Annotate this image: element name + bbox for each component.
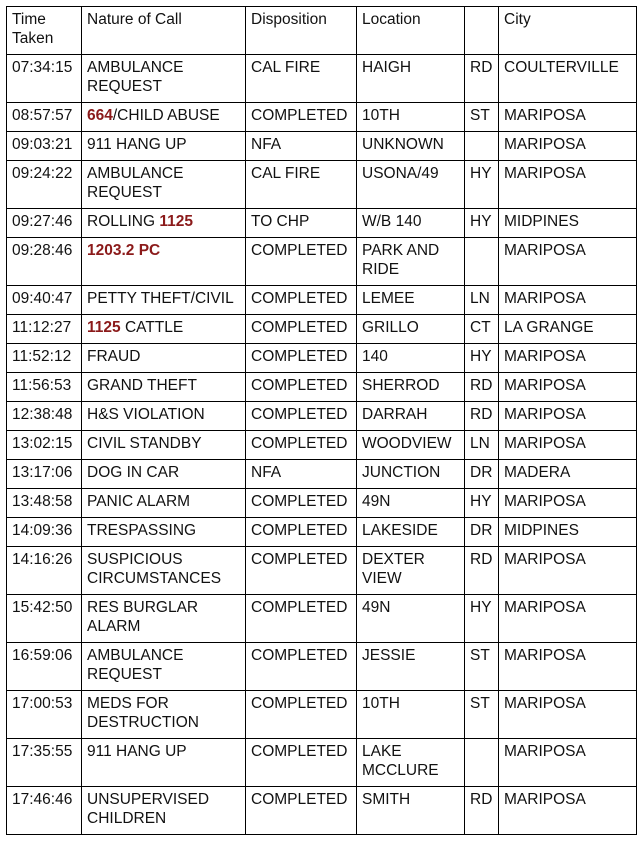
- cell-city: MARIPOSA: [499, 103, 637, 132]
- table-row: [7, 132, 637, 161]
- table-row: [7, 547, 637, 595]
- cell-city: MARIPOSA: [499, 373, 637, 402]
- table-row: [7, 460, 637, 489]
- nature-text: 911 HANG UP: [87, 743, 187, 760]
- cell-nature: [82, 489, 246, 518]
- table-row: [7, 595, 637, 643]
- cell-disposition: COMPLETED: [246, 547, 357, 595]
- nature-text: TRESPASSING: [87, 522, 197, 539]
- cell-nature: [82, 691, 246, 739]
- cell-location: 10TH: [357, 691, 465, 739]
- cell-city: MARIPOSA: [499, 787, 637, 835]
- cell-nature: [82, 402, 246, 431]
- code-highlight: 1203.2 PC: [87, 242, 161, 259]
- table-row: [7, 739, 637, 787]
- nature-text: PANIC ALARM: [87, 493, 191, 510]
- nature-text: CATTLE: [120, 319, 184, 336]
- cell-disposition: COMPLETED: [246, 286, 357, 315]
- cell-time: 12:38:48: [7, 402, 82, 431]
- cell-city: MADERA: [499, 460, 637, 489]
- cell-location: 49N: [357, 595, 465, 643]
- cell-disposition: NFA: [246, 460, 357, 489]
- column-header-location: Location: [357, 7, 465, 55]
- cell-city: MARIPOSA: [499, 643, 637, 691]
- nature-text: UNSUPERVISED CHILDREN: [87, 791, 210, 827]
- nature-text: H&S VIOLATION: [87, 406, 205, 423]
- nature-text: GRAND THEFT: [87, 377, 197, 394]
- cell-nature: [82, 161, 246, 209]
- cell-suffix: HY: [465, 344, 499, 373]
- code-highlight: 1125: [159, 213, 193, 230]
- cell-suffix: CT: [465, 315, 499, 344]
- cell-time: 13:48:58: [7, 489, 82, 518]
- cell-nature: [82, 595, 246, 643]
- nature-text: AMBULANCE REQUEST: [87, 165, 184, 201]
- cell-nature: [82, 518, 246, 547]
- cell-city: MARIPOSA: [499, 489, 637, 518]
- cell-suffix: ST: [465, 643, 499, 691]
- cell-disposition: COMPLETED: [246, 344, 357, 373]
- cell-time: 17:35:55: [7, 739, 82, 787]
- table-row: [7, 286, 637, 315]
- cell-disposition: COMPLETED: [246, 431, 357, 460]
- cell-nature: [82, 787, 246, 835]
- cell-city: MARIPOSA: [499, 739, 637, 787]
- nature-text: MEDS FOR DESTRUCTION: [87, 695, 199, 731]
- cell-city: MARIPOSA: [499, 286, 637, 315]
- cell-city: MARIPOSA: [499, 238, 637, 286]
- cell-suffix: HY: [465, 489, 499, 518]
- cell-suffix: [465, 238, 499, 286]
- cell-time: 09:27:46: [7, 209, 82, 238]
- cell-disposition: COMPLETED: [246, 103, 357, 132]
- cell-nature: [82, 643, 246, 691]
- cell-location: USONA/49: [357, 161, 465, 209]
- cell-disposition: COMPLETED: [246, 787, 357, 835]
- call-log-body: [7, 55, 637, 835]
- table-row: [7, 431, 637, 460]
- nature-text: PETTY THEFT/CIVIL: [87, 290, 234, 307]
- cell-nature: [82, 373, 246, 402]
- table-row: [7, 691, 637, 739]
- column-header-suffix: [465, 7, 499, 55]
- cell-location: DEXTER VIEW: [357, 547, 465, 595]
- nature-text: RES BURGLAR ALARM: [87, 599, 199, 635]
- nature-text: 911 HANG UP: [87, 136, 187, 153]
- cell-suffix: RD: [465, 373, 499, 402]
- call-log-table: [6, 6, 637, 835]
- cell-nature: [82, 315, 246, 344]
- cell-time: 17:46:46: [7, 787, 82, 835]
- cell-city: MARIPOSA: [499, 547, 637, 595]
- cell-location: PARK AND RIDE: [357, 238, 465, 286]
- nature-text: FRAUD: [87, 348, 141, 365]
- cell-suffix: RD: [465, 787, 499, 835]
- cell-suffix: ST: [465, 691, 499, 739]
- cell-nature: [82, 103, 246, 132]
- table-row: [7, 787, 637, 835]
- cell-time: 09:03:21: [7, 132, 82, 161]
- cell-disposition: COMPLETED: [246, 238, 357, 286]
- cell-nature: [82, 460, 246, 489]
- cell-city: LA GRANGE: [499, 315, 637, 344]
- cell-disposition: COMPLETED: [246, 489, 357, 518]
- cell-city: MIDPINES: [499, 518, 637, 547]
- nature-text: ROLLING: [87, 213, 160, 230]
- table-row: [7, 55, 637, 103]
- table-row: [7, 238, 637, 286]
- cell-location: 10TH: [357, 103, 465, 132]
- cell-location: SMITH: [357, 787, 465, 835]
- table-row: [7, 103, 637, 132]
- cell-location: GRILLO: [357, 315, 465, 344]
- cell-time: 17:00:53: [7, 691, 82, 739]
- cell-suffix: RD: [465, 55, 499, 103]
- cell-location: 140: [357, 344, 465, 373]
- cell-time: 16:59:06: [7, 643, 82, 691]
- cell-disposition: CAL FIRE: [246, 161, 357, 209]
- column-header-city: City: [499, 7, 637, 55]
- cell-disposition: COMPLETED: [246, 402, 357, 431]
- cell-time: 15:42:50: [7, 595, 82, 643]
- cell-suffix: DR: [465, 460, 499, 489]
- cell-time: 08:57:57: [7, 103, 82, 132]
- cell-suffix: [465, 739, 499, 787]
- cell-location: LEMEE: [357, 286, 465, 315]
- column-header-time: Time Taken: [7, 7, 82, 55]
- table-row: [7, 209, 637, 238]
- cell-city: MARIPOSA: [499, 344, 637, 373]
- cell-time: 13:02:15: [7, 431, 82, 460]
- cell-disposition: COMPLETED: [246, 691, 357, 739]
- column-header-nature: Nature of Call: [82, 7, 246, 55]
- cell-time: 14:16:26: [7, 547, 82, 595]
- cell-city: MARIPOSA: [499, 402, 637, 431]
- cell-location: SHERROD: [357, 373, 465, 402]
- cell-suffix: ST: [465, 103, 499, 132]
- cell-city: MARIPOSA: [499, 132, 637, 161]
- cell-time: 09:40:47: [7, 286, 82, 315]
- table-row: [7, 161, 637, 209]
- cell-location: HAIGH: [357, 55, 465, 103]
- cell-suffix: HY: [465, 595, 499, 643]
- cell-suffix: RD: [465, 547, 499, 595]
- nature-text: AMBULANCE REQUEST: [87, 647, 184, 683]
- table-row: [7, 315, 637, 344]
- table-row: [7, 518, 637, 547]
- cell-city: MARIPOSA: [499, 691, 637, 739]
- nature-text: /CHILD ABUSE: [112, 107, 220, 124]
- nature-text: DOG IN CAR: [87, 464, 180, 481]
- cell-time: 11:52:12: [7, 344, 82, 373]
- code-highlight: 664: [87, 107, 113, 124]
- cell-time: 09:28:46: [7, 238, 82, 286]
- cell-time: 13:17:06: [7, 460, 82, 489]
- cell-nature: [82, 286, 246, 315]
- cell-nature: [82, 431, 246, 460]
- cell-city: MIDPINES: [499, 209, 637, 238]
- cell-location: DARRAH: [357, 402, 465, 431]
- cell-location: JESSIE: [357, 643, 465, 691]
- nature-text: AMBULANCE REQUEST: [87, 59, 184, 95]
- code-highlight: 1125: [87, 319, 121, 336]
- table-row: [7, 643, 637, 691]
- cell-time: 14:09:36: [7, 518, 82, 547]
- cell-suffix: HY: [465, 161, 499, 209]
- cell-disposition: COMPLETED: [246, 643, 357, 691]
- cell-suffix: LN: [465, 431, 499, 460]
- table-row: [7, 344, 637, 373]
- cell-city: MARIPOSA: [499, 595, 637, 643]
- cell-disposition: COMPLETED: [246, 373, 357, 402]
- cell-nature: [82, 209, 246, 238]
- cell-suffix: DR: [465, 518, 499, 547]
- cell-location: WOODVIEW: [357, 431, 465, 460]
- cell-disposition: TO CHP: [246, 209, 357, 238]
- cell-location: W/B 140: [357, 209, 465, 238]
- cell-city: MARIPOSA: [499, 161, 637, 209]
- cell-time: 09:24:22: [7, 161, 82, 209]
- cell-nature: [82, 739, 246, 787]
- cell-nature: [82, 547, 246, 595]
- cell-disposition: NFA: [246, 132, 357, 161]
- cell-disposition: COMPLETED: [246, 315, 357, 344]
- cell-disposition: COMPLETED: [246, 518, 357, 547]
- cell-location: UNKNOWN: [357, 132, 465, 161]
- cell-time: 11:56:53: [7, 373, 82, 402]
- nature-text: CIVIL STANDBY: [87, 435, 202, 452]
- cell-city: MARIPOSA: [499, 431, 637, 460]
- cell-nature: [82, 55, 246, 103]
- cell-location: LAKE MCCLURE: [357, 739, 465, 787]
- cell-disposition: CAL FIRE: [246, 55, 357, 103]
- cell-disposition: COMPLETED: [246, 595, 357, 643]
- cell-location: LAKESIDE: [357, 518, 465, 547]
- cell-time: 07:34:15: [7, 55, 82, 103]
- cell-nature: [82, 132, 246, 161]
- cell-suffix: RD: [465, 402, 499, 431]
- table-header-row: [7, 7, 637, 55]
- cell-suffix: [465, 132, 499, 161]
- table-row: [7, 489, 637, 518]
- nature-text: SUSPICIOUS CIRCUMSTANCES: [87, 551, 222, 587]
- column-header-disposition: Disposition: [246, 7, 357, 55]
- cell-time: 11:12:27: [7, 315, 82, 344]
- cell-city: COULTERVILLE: [499, 55, 637, 103]
- table-row: [7, 373, 637, 402]
- cell-location: 49N: [357, 489, 465, 518]
- cell-disposition: COMPLETED: [246, 739, 357, 787]
- cell-nature: [82, 238, 246, 286]
- cell-nature: [82, 344, 246, 373]
- cell-suffix: HY: [465, 209, 499, 238]
- cell-location: JUNCTION: [357, 460, 465, 489]
- table-row: [7, 402, 637, 431]
- cell-suffix: LN: [465, 286, 499, 315]
